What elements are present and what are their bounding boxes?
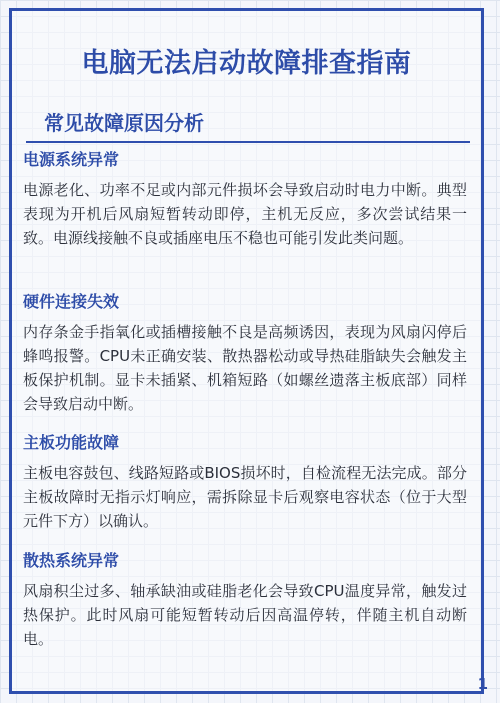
cause-heading-motherboard: 主板功能故障 <box>23 433 120 452</box>
cause-text-power: 电源老化、功率不足或内部元件损坏会导致启动时电力中断。典型表现为开机后风扇短暂转动即停，主机无反应，多次尝试结果一致。电源线接触不良或插座电压不稳也可能引发此类问题。 <box>23 181 467 247</box>
section-header <box>26 103 470 143</box>
page-title: 电脑无法启动故障排查指南 <box>81 48 412 79</box>
cause-text-cooling: 风扇积尘过多、轴承缺油或硅脂老化会导致CPU温度异常，触发过热保护。此时风扇可能短暂转动后因高温停转，伴随主机自动断电。 <box>23 582 467 648</box>
cause-motherboard-block <box>23 433 467 533</box>
cause-power-block <box>23 150 467 250</box>
cause-text-hardware: 内存条金手指氧化或插槽接触不良是高频诱因，表现为风扇闪停后蜂鸣报警。CPU未正确安装、散热器松动或导热硅脂缺失会触发主板保护机制。显卡未插紧、机箱短路（如螺丝遗落主板底部）同样会导致启动中断。 <box>23 323 467 413</box>
cause-hardware-block <box>23 292 467 416</box>
cause-heading-power: 电源系统异常 <box>23 150 120 169</box>
section-title: 常见故障原因分析 <box>44 111 204 135</box>
cause-text-motherboard: 主板电容鼓包、线路短路或BIOS损坏时，自检流程无法完成。部分主板故障时无指示灯响应，需拆除显卡后观察电容状态（位于大型元件下方）以确认。 <box>23 464 467 530</box>
cause-heading-hardware: 硬件连接失效 <box>23 292 120 311</box>
page-number: 1 <box>477 675 488 693</box>
cause-cooling-block <box>23 551 467 651</box>
cause-heading-cooling: 散热系统异常 <box>23 551 120 570</box>
